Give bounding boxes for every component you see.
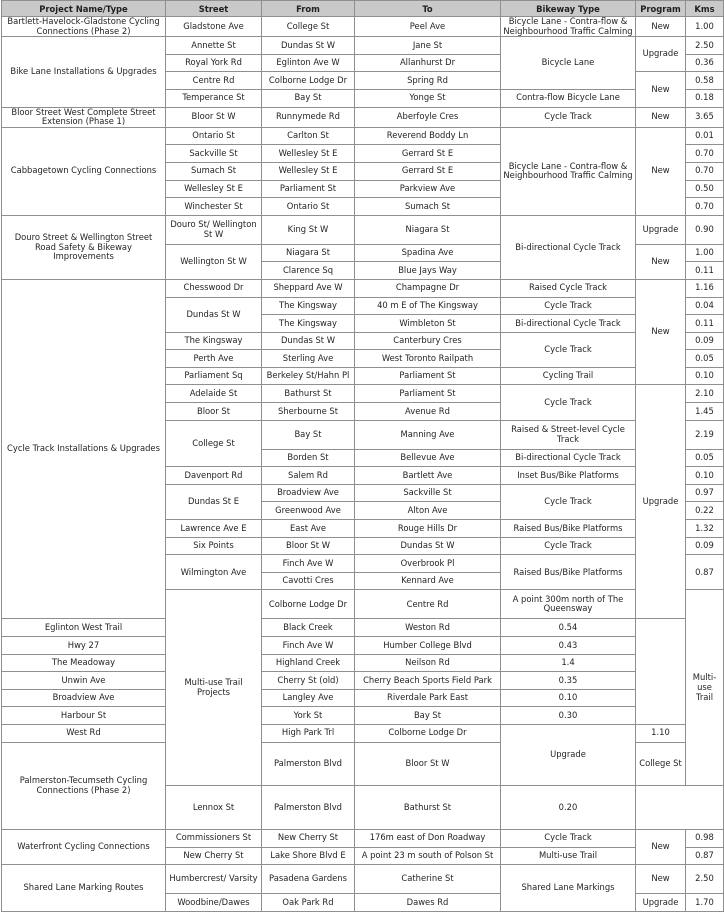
table-cell: College St: [262, 17, 355, 37]
table-cell: Lawrence Ave E: [166, 520, 262, 538]
table-cell: 1.70: [686, 894, 724, 912]
table-cell: Bicycle Lane - Contra-flow & Neighbourhood Traffic Calming: [501, 17, 636, 37]
table-cell: Yonge St: [355, 89, 501, 107]
table-cell: 0.70: [686, 198, 724, 216]
table-cell: Bicycle Lane - Contra-flow & Neighbourhood Traffic Calming: [501, 127, 636, 215]
table-cell: Cherry Beach Sports Field Park: [355, 672, 501, 690]
table-cell: Ontario St: [262, 198, 355, 216]
table-cell: 0.70: [686, 162, 724, 180]
table-cell: Perth Ave: [166, 350, 262, 368]
table-cell: 0.98: [686, 829, 724, 847]
table-cell: Bicycle Lane: [501, 37, 636, 90]
table-cell: Manning Ave: [355, 420, 501, 449]
table-row: [2, 37, 724, 55]
table-cell: Humber College Blvd: [355, 637, 501, 655]
table-cell: Bartlett Ave: [355, 467, 501, 485]
table-cell: Bay St: [355, 707, 501, 725]
table-cell: Bay St: [262, 89, 355, 107]
table-cell: Cycle Track: [501, 484, 636, 519]
table-cell: 2.10: [686, 385, 724, 403]
table-cell: Blue Jays Way: [355, 262, 501, 280]
table-cell: Dundas St E: [166, 484, 262, 519]
table-cell: New: [636, 829, 686, 864]
table-cell: Sherbourne St: [262, 403, 355, 421]
table-cell: 0.70: [686, 145, 724, 163]
table-cell: York St: [262, 707, 355, 725]
table-cell: Bloor St W: [262, 537, 355, 555]
table-cell: 1.4: [501, 654, 636, 672]
table-cell: Aberfoyle Cres: [355, 107, 501, 127]
table-row: [2, 279, 724, 297]
table-cell: Eglinton West Trail: [2, 619, 166, 637]
table-cell: Bay St: [262, 420, 355, 449]
table-cell: Peel Ave: [355, 17, 501, 37]
table-row: [2, 707, 724, 725]
table-cell: Sackville St: [355, 484, 501, 502]
table-cell: College St: [636, 742, 686, 786]
table-cell: 0.18: [686, 89, 724, 107]
table-cell: Riverdale Park East: [355, 689, 501, 707]
table-cell: Cycle Track: [501, 332, 636, 367]
table-cell: New Cherry St: [262, 829, 355, 847]
table-cell: New: [636, 127, 686, 215]
table-cell: Upgrade: [636, 894, 686, 912]
table-cell: Broadview Ave: [2, 689, 166, 707]
table-cell: Lennox St: [166, 786, 262, 830]
table-row: [2, 619, 724, 637]
table-cell: A point 23 m south of Polson St: [355, 847, 501, 865]
table-cell: Kennard Ave: [355, 572, 501, 590]
cycling-projects-table: [1, 0, 724, 912]
table-cell: Commissioners St: [166, 829, 262, 847]
table-cell: Davenport Rd: [166, 467, 262, 485]
table-cell: Sheppard Ave W: [262, 279, 355, 297]
table-cell: Gladstone Ave: [166, 17, 262, 37]
table-cell: Berkeley St/Hahn Pl: [262, 367, 355, 385]
table-cell: 0.20: [501, 786, 636, 830]
table-row: [2, 672, 724, 690]
table-cell: 0.01: [686, 127, 724, 145]
table-cell: Cavotti Cres: [262, 572, 355, 590]
table-cell: 0.97: [686, 484, 724, 502]
table-cell: Raised Cycle Track: [501, 279, 636, 297]
table-cell: The Kingsway: [262, 315, 355, 333]
table-cell: 0.87: [686, 555, 724, 590]
table-cell: Adelaide St: [166, 385, 262, 403]
table-cell: Winchester St: [166, 198, 262, 216]
table-cell: Inset Bus/Bike Platforms: [501, 467, 636, 485]
table-cell: Broadview Ave: [262, 484, 355, 502]
table-cell: 1.45: [686, 403, 724, 421]
table-cell: Douro Street & Wellington Street Road Safety & Bikeway Improvements: [2, 215, 166, 279]
table-body: [2, 17, 724, 912]
table-row: [2, 829, 724, 847]
table-cell: Colborne Lodge Dr: [262, 72, 355, 90]
table-cell: New: [636, 865, 686, 894]
table-cell: Cycle Track: [501, 829, 636, 847]
table-cell: Hwy 27: [2, 637, 166, 655]
table-cell: Runnymede Rd: [262, 107, 355, 127]
table-cell: 2.19: [686, 420, 724, 449]
table-cell: Chesswood Dr: [166, 279, 262, 297]
table-row: [2, 654, 724, 672]
table-cell: Niagara St: [355, 215, 501, 244]
table-cell: Bi-directional Cycle Track: [501, 315, 636, 333]
table-cell: Salem Rd: [262, 467, 355, 485]
table-cell: Highland Creek: [262, 654, 355, 672]
table-cell: Waterfront Cycling Connections: [2, 829, 166, 864]
table-cell: Avenue Rd: [355, 403, 501, 421]
table-cell: Alton Ave: [355, 502, 501, 520]
table-cell: 0.09: [686, 537, 724, 555]
table-cell: Woodbine/Dawes: [166, 894, 262, 912]
table-cell: Colborne Lodge Dr: [355, 724, 501, 742]
table-cell: Sackville St: [166, 145, 262, 163]
table-cell: Neilson Rd: [355, 654, 501, 672]
table-cell: Centre Rd: [355, 590, 501, 619]
table-cell: Raised & Street-level Cycle Track: [501, 420, 636, 449]
table-cell: Black Creek: [262, 619, 355, 637]
column-header-kms: Kms: [686, 1, 724, 17]
table-cell: New Cherry St: [166, 847, 262, 865]
table-cell: King St W: [262, 215, 355, 244]
table-cell: 176m east of Don Roadway: [355, 829, 501, 847]
table-cell: Palmerston Blvd: [262, 742, 355, 786]
table-cell: Unwin Ave: [2, 672, 166, 690]
table-cell: Upgrade: [636, 385, 686, 619]
table-cell: Oak Park Rd: [262, 894, 355, 912]
table-cell: 0.50: [686, 180, 724, 198]
table-cell: Cycle Track: [501, 537, 636, 555]
table-cell: College St: [166, 420, 262, 467]
table-cell: Gerrard St E: [355, 162, 501, 180]
table-cell: 0.87: [686, 847, 724, 865]
column-header-bikeway-type: Bikeway Type: [501, 1, 636, 17]
table-cell: Upgrade: [636, 215, 686, 244]
table-cell: Catherine St: [355, 865, 501, 894]
table-cell: Overbrook Pl: [355, 555, 501, 573]
table-cell: 1.10: [636, 724, 686, 742]
table-row: [2, 637, 724, 655]
table-cell: Shared Lane Marking Routes: [2, 865, 166, 912]
table-cell: Bathurst St: [355, 786, 501, 830]
table-cell: 0.09: [686, 332, 724, 350]
table-cell: Pasadena Gardens: [262, 865, 355, 894]
table-cell: Bellevue Ave: [355, 449, 501, 467]
table-row: [2, 17, 724, 37]
table-cell: The Kingsway: [166, 332, 262, 350]
table-cell: Six Points: [166, 537, 262, 555]
table-header: [2, 1, 724, 17]
table-cell: The Meadoway: [2, 654, 166, 672]
table-cell: 0.22: [686, 502, 724, 520]
column-header-to: To: [355, 1, 501, 17]
table-cell: 0.43: [501, 637, 636, 655]
table-cell: Bartlett-Havelock-Gladstone Cycling Connections (Phase 2): [2, 17, 166, 37]
table-cell: Shared Lane Markings: [501, 865, 636, 912]
table-cell: Cycle Track: [501, 385, 636, 420]
table-cell: East Ave: [262, 520, 355, 538]
table-cell: 0.90: [686, 215, 724, 244]
table-cell: 0.04: [686, 297, 724, 315]
table-cell: New: [636, 72, 686, 107]
table-cell: Royal York Rd: [166, 54, 262, 72]
table-cell: 0.58: [686, 72, 724, 90]
table-cell: Parkview Ave: [355, 180, 501, 198]
table-cell: 1.00: [686, 244, 724, 262]
table-cell: Lake Shore Blvd E: [262, 847, 355, 865]
table-cell: Finch Ave W: [262, 637, 355, 655]
table-cell: Sterling Ave: [262, 350, 355, 368]
table-cell: Temperance St: [166, 89, 262, 107]
table-cell: Rouge Hills Dr: [355, 520, 501, 538]
table-cell: A point 300m north of The Queensway: [501, 590, 636, 619]
table-cell: Dundas St W: [262, 332, 355, 350]
table-row: [2, 127, 724, 145]
table-cell: New: [636, 244, 686, 279]
table-cell: Palmerston Blvd: [262, 786, 355, 830]
table-cell: 1.16: [686, 279, 724, 297]
table-cell: Ontario St: [166, 127, 262, 145]
table-cell: Contra-flow Bicycle Lane: [501, 89, 636, 107]
table-cell: New: [636, 107, 686, 127]
header-row: [2, 1, 724, 17]
table-cell: 0.35: [501, 672, 636, 690]
table-cell: Bloor St: [166, 403, 262, 421]
table-cell: Cabbagetown Cycling Connections: [2, 127, 166, 215]
table-cell: Greenwood Ave: [262, 502, 355, 520]
table-cell: 0.11: [686, 315, 724, 333]
table-cell: Dundas St W: [262, 37, 355, 55]
table-cell: High Park Trl: [262, 724, 355, 742]
table-cell: Bloor St W: [355, 742, 501, 786]
table-cell: Sumach St: [166, 162, 262, 180]
table-cell: 0.10: [501, 689, 636, 707]
table-cell: 0.10: [686, 367, 724, 385]
table-cell: New: [636, 279, 686, 385]
table-cell: West Rd: [2, 724, 166, 742]
table-cell: Bloor Street West Complete Street Extension (Phase 1): [2, 107, 166, 127]
table-cell: The Kingsway: [262, 297, 355, 315]
table-cell: West Toronto Railpath: [355, 350, 501, 368]
table-cell: Dundas St W: [166, 297, 262, 332]
table-cell: 0.05: [686, 350, 724, 368]
table-cell: Canterbury Cres: [355, 332, 501, 350]
table-cell: Parliament St: [355, 367, 501, 385]
table-cell: Carlton St: [262, 127, 355, 145]
column-header-project: Project Name/Type: [2, 1, 166, 17]
table-cell: Spring Rd: [355, 72, 501, 90]
table-cell: Clarence Sq: [262, 262, 355, 280]
table-cell: Annette St: [166, 37, 262, 55]
table-row: [2, 724, 724, 742]
table-cell: Cycle Track: [501, 107, 636, 127]
table-cell: Cycle Track: [501, 297, 636, 315]
table-cell: Raised Bus/Bike Platforms: [501, 555, 636, 590]
column-header-from: From: [262, 1, 355, 17]
table-cell: Parliament St: [262, 180, 355, 198]
table-cell: Multi-use Trail: [501, 847, 636, 865]
table-cell: Jane St: [355, 37, 501, 55]
table-cell: Wellington St W: [166, 244, 262, 279]
table-cell: Upgrade: [636, 37, 686, 72]
table-cell: Raised Bus/Bike Platforms: [501, 520, 636, 538]
table-cell: Cherry St (old): [262, 672, 355, 690]
table-cell: New: [636, 17, 686, 37]
table-cell: Sumach St: [355, 198, 501, 216]
table-cell: Bathurst St: [262, 385, 355, 403]
table-cell: Colborne Lodge Dr: [262, 590, 355, 619]
table-row: [2, 215, 724, 244]
table-cell: Wellesley St E: [262, 145, 355, 163]
table-cell: Eglinton Ave W: [262, 54, 355, 72]
table-cell: Wilmington Ave: [166, 555, 262, 590]
table-cell: Dawes Rd: [355, 894, 501, 912]
table-cell: Langley Ave: [262, 689, 355, 707]
table-cell: Douro St/ Wellington St W: [166, 215, 262, 244]
table-cell: Palmerston-Tecumseth Cycling Connections (Phase 2): [2, 742, 166, 829]
table-cell: Upgrade: [501, 724, 636, 785]
table-cell: 1.00: [686, 17, 724, 37]
table-cell: Wellesley St E: [262, 162, 355, 180]
table-cell: 0.05: [686, 449, 724, 467]
table-row: [2, 107, 724, 127]
table-cell: 0.11: [686, 262, 724, 280]
table-cell: 40 m E of The Kingsway: [355, 297, 501, 315]
table-cell: Cycle Track Installations & Upgrades: [2, 279, 166, 619]
table-cell: Parliament St: [355, 385, 501, 403]
table-cell: Champagne Dr: [355, 279, 501, 297]
table-cell: Multi-use Trail: [686, 590, 724, 786]
table-cell: Bloor St W: [166, 107, 262, 127]
table-cell: Bi-directional Cycle Track: [501, 215, 636, 279]
table-cell: Wellesley St E: [166, 180, 262, 198]
table-cell: 0.54: [501, 619, 636, 637]
column-header-program: Program: [636, 1, 686, 17]
table-cell: 1.32: [686, 520, 724, 538]
table-cell: Weston Rd: [355, 619, 501, 637]
table-cell: 0.30: [501, 707, 636, 725]
table-cell: Centre Rd: [166, 72, 262, 90]
column-header-street: Street: [166, 1, 262, 17]
table-cell: Borden St: [262, 449, 355, 467]
table-cell: Humbercrest/ Varsity: [166, 865, 262, 894]
table-row: [2, 689, 724, 707]
table-cell: Gerrard St E: [355, 145, 501, 163]
table-cell: Parliament Sq: [166, 367, 262, 385]
table-cell: Multi-use Trail Projects: [166, 590, 262, 786]
table-cell: Reverend Boddy Ln: [355, 127, 501, 145]
table-cell: Spadina Ave: [355, 244, 501, 262]
table-cell: Bike Lane Installations & Upgrades: [2, 37, 166, 107]
table-cell: Dundas St W: [355, 537, 501, 555]
table-cell: Cycling Trail: [501, 367, 636, 385]
table-cell: Niagara St: [262, 244, 355, 262]
table-cell: Bi-directional Cycle Track: [501, 449, 636, 467]
table-cell: 0.36: [686, 54, 724, 72]
table-cell: 0.10: [686, 467, 724, 485]
table-cell: Finch Ave W: [262, 555, 355, 573]
table-cell: Allanhurst Dr: [355, 54, 501, 72]
table-cell: Harbour St: [2, 707, 166, 725]
table-cell: 2.50: [686, 37, 724, 55]
table-cell: 3.65: [686, 107, 724, 127]
table-cell: Wimbleton St: [355, 315, 501, 333]
table-row: [2, 865, 724, 894]
table-cell: 2.50: [686, 865, 724, 894]
